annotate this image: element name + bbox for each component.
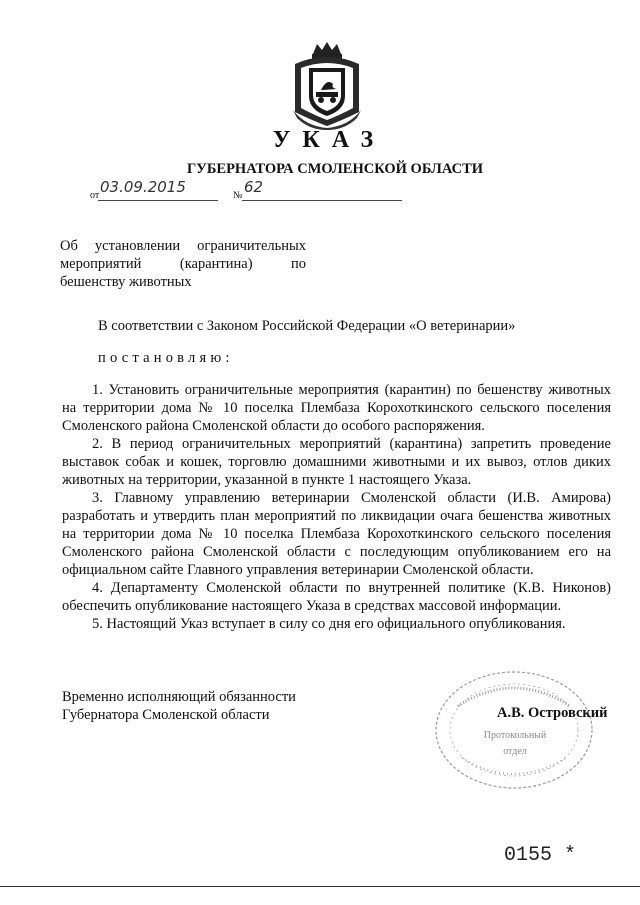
signatory-position-line: Временно исполняющий обязанности [62, 689, 296, 705]
decree-item: 1. Установить ограничительные мероприятия (карантин) по бешенству животных на территории дома № 10 поселка Плембаза Корохоткинского сельского поселения Смоленского района Смоленской области до особого распоряжения. [62, 382, 611, 434]
stamp-line: Протокольный [483, 730, 547, 741]
decree-item: 4. Департаменту Смоленской области по внутренней политике (К.В. Никонов) обеспечить опубликование настоящего Указа в средствах массовой информации. [62, 580, 611, 614]
subject-line: бешенству животных [60, 274, 192, 290]
decree-items [62, 381, 611, 633]
decree-item: 5. Настоящий Указ вступает в силу со дня его официального опубликования. [92, 616, 566, 632]
signatory-position-line: Губернатора Смоленской области [62, 707, 270, 723]
subject-line: мероприятий (карантина) по [60, 256, 306, 272]
bottom-rule [0, 886, 640, 887]
registration-number: 0155 * [504, 844, 577, 867]
number-underline [242, 200, 402, 201]
stamp-text [460, 728, 570, 760]
decree-word: постановляю: [98, 350, 234, 366]
date-underline [98, 200, 218, 201]
coat-of-arms-icon [285, 40, 369, 130]
decree-item: 3. Главному управлению ветеринарии Смоленской области (И.В. Амирова) разработать и утвердить план мероприятий по ликвидации очага бешенства животных на территории дома № 10 поселка Плембаза Корохоткинского сельского поселения Смоленского района Смоленской области с последующим опубликованием его на официальном сайте Главного управления ветеринарии Смоленской области. [62, 490, 611, 578]
date-prefix: от [90, 190, 100, 201]
subject-line: Об установлении ограничительных [60, 238, 306, 254]
number-value: 62 [244, 178, 264, 196]
date-value: 03.09.2015 [100, 178, 186, 196]
legal-basis: В соответствии с Законом Российской Федерации «О ветеринарии» [98, 318, 516, 334]
number-label: № [233, 190, 243, 201]
signatory-position [62, 688, 296, 724]
stamp-line: отдел [503, 746, 527, 757]
decree-item: 2. В период ограничительных мероприятий (карантина) запретить проведение выставок собак и кошек, торговлю домашними животными и их вывоз, отлов диких животных на территории, указанной в пункте 1 настоящего Указа. [62, 436, 611, 488]
subject-heading [60, 237, 306, 291]
document-title: УКАЗ [272, 127, 386, 153]
document-subtitle: ГУБЕРНАТОРА СМОЛЕНСКОЙ ОБЛАСТИ [186, 161, 484, 177]
signatory-name: А.В. Островский [497, 705, 608, 721]
